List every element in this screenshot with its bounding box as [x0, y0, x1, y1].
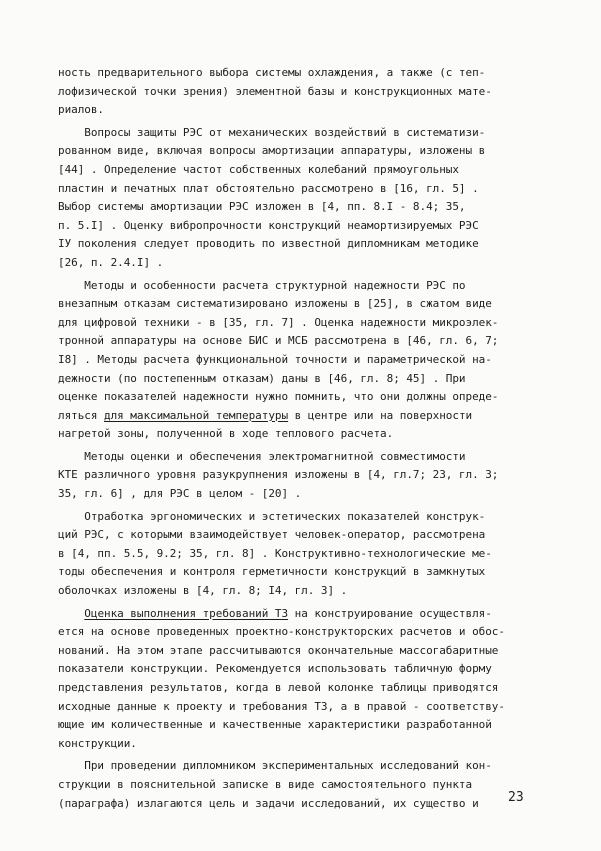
text-line: риалов.: [58, 103, 105, 117]
body-text: [58, 64, 558, 817]
page-number: 23: [508, 790, 524, 805]
text-line: При проведении дипломником экспериментальных исследований кон-: [58, 759, 492, 773]
text-line: в [4, пп. 5.5, 9.2; 35, гл. 8] . Конструктивно-технологические ме-: [58, 546, 492, 560]
text-line: Методы оценки и обеспечения электромагнитной совместимости: [58, 449, 466, 463]
text-line: 35, гл. 6] , для РЭС в целом - [20] .: [58, 487, 302, 501]
paragraph-mechanical-protection: [58, 124, 558, 273]
text-line: Выбор системы амортизации РЭС изложен в [4, пп. 8.I - 8.4; 35,: [58, 200, 466, 214]
text-line: тронной аппаратуры на основе БИС и МСБ рассмотрена в [46, гл. 6, 7;: [58, 334, 499, 348]
text-line: п. 5.I] . Оценку вибропрочности конструкций неамортизируемых РЭС: [58, 218, 479, 232]
underlined-phrase: для максимальной температуры: [104, 408, 289, 422]
text-line: рованном виде, включая вопросы амортизации аппаратуры, изложены в: [58, 144, 486, 158]
text-line: IУ поколения следует проводить по известной дипломникам методике: [58, 237, 479, 251]
paragraph-cooling: [58, 64, 558, 120]
text-line: исходные данные к проекту и требования ТЗ, а в правой - соответству-: [58, 699, 505, 713]
paragraph-tz-evaluation: [58, 605, 558, 754]
text-line: дежности (по постепенным отказам) даны в [46, гл. 8; 45] . При: [58, 371, 466, 385]
text-line: тоды обеспечения и контроля герметичности конструкций в замкнутых: [58, 565, 486, 579]
text-line: оценке показателей надежности нужно помнить, что они должны опреде-: [58, 390, 499, 404]
text-line: Отработка эргономических и эстетических показателей конструк-: [58, 509, 486, 523]
text-line: струкции в пояснительной записке в виде самостоятельного пункта: [58, 777, 473, 791]
text-line: [44] . Определение частот собственных колебаний прямоугольных: [58, 162, 459, 176]
text-line: (параграфа) излагаются цель и задачи исследований, их существо и: [58, 796, 479, 810]
text-line: [26, п. 2.4.I] .: [58, 255, 164, 269]
text-line: ющие им количественные и качественные характеристики разработанной: [58, 718, 492, 732]
paragraph-experimental: [58, 757, 558, 813]
text-line: Методы и особенности расчета структурной надежности РЭС по: [58, 278, 466, 292]
paragraph-emc: [58, 448, 558, 504]
text-line: лофизической точки зрения) элементной базы и конструкционных мате-: [58, 84, 492, 98]
text-line: оболочках изложены в [4, гл. 8; I4, гл. 3] .: [58, 584, 348, 598]
text-line: I8] . Методы расчета функциональной точности и параметрической на-: [58, 352, 492, 366]
paragraph-reliability: [58, 277, 558, 444]
text-line: для цифровой техники - в [35, гл. 7] . Оценка надежности микроэлек-: [58, 315, 499, 329]
text-line: представления результатов, когда в левой колонке таблицы приводятся: [58, 681, 499, 694]
text-line: нагретой зоны, полученной в ходе теплового расчета.: [58, 427, 394, 441]
underlined-phrase: Оценка выполнения требований ТЗ: [84, 606, 289, 620]
text-line: нований. На этом этапе рассчитываются окончательные массогабаритные: [58, 643, 499, 657]
text-line: КТЕ различного уровня разукрупнения изложены в [4, гл.7; 23, гл. 3;: [58, 468, 499, 482]
text-line: внезапным отказам систематизировано изложены в [25], в сжатом виде: [58, 297, 492, 311]
text-line: пластин и печатных плат обстоятельно рассмотрено в [16, гл. 5] .: [58, 181, 479, 195]
text-line: Вопросы защиты РЭС от механических воздействий в систематизи-: [58, 125, 486, 139]
text-line: конструкции.: [58, 736, 137, 750]
text-line: ций РЭС, с которыми взаимодействует человек-оператор, рассмотрена: [58, 528, 486, 542]
paragraph-ergonomics: [58, 508, 558, 601]
text-line: показатели конструкции. Рекомендуется использовать табличную форму: [58, 662, 492, 676]
text-line: ность предварительного выбора системы охлаждения, а также (с теп-: [58, 66, 486, 79]
text-line: ляться для максимальной температуры в центре или на поверхности: [58, 408, 473, 422]
text-line: Оценка выполнения требований ТЗ на конструирование осуществля-: [84, 606, 492, 620]
text-line: ется на основе проведенных проектно-конструкторских расчетов и обос-: [58, 625, 505, 639]
